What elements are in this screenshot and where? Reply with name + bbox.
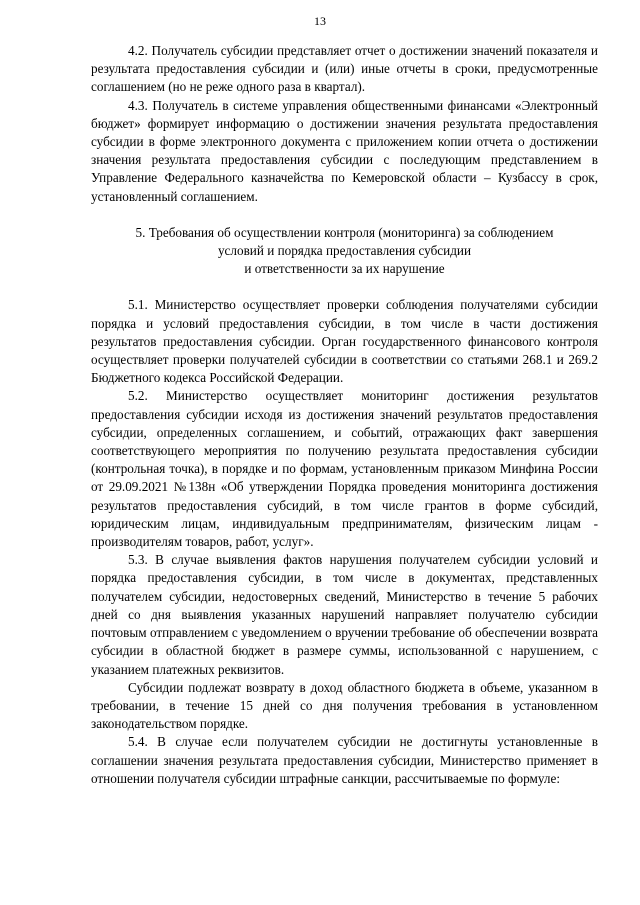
section-title-line-3: и ответственности за их нарушение <box>244 261 445 277</box>
paragraph-4-3: 4.3. Получатель в системе управления общественными финансами «Электронный бюджет» формирует информацию о достижении значения результата предоставления субсидии в форме электронного документа с приложением копии отчета о достижении значения результата предоставления субсидии с последующим представлением в Управление Федерального казначейства по Кемеровской области – Кузбассу в срок, установленный соглашением. <box>91 97 598 204</box>
paragraph-5-2: 5.2. Министерство осуществляет мониторинг достижения результатов предоставления субсидии исходя из достижения значений результатов предоставления субсидии, определенных соглашением, и событий, отражающих факт завершения соответствующего мероприятия по получению результата предоставления субсидии (контрольная точка), в порядке и по формам, установленным приказом Минфина России от 29.09.2021 №138н «Об утверждении Порядка проведения мониторинга достижения результатов предоставления субсидий, в том числе грантов в форме субсидий, юридическим лицам, индивидуальным предпринимателям, физическим лицам - производителям товаров, работ, услуг». <box>91 388 598 550</box>
paragraph-4-2: 4.2. Получатель субсидии представляет отчет о достижении значений показателя и результата предоставления субсидии и (или) иные отчеты в сроки, предусмотренные соглашением (но не реже одного раза в квартал). <box>91 43 598 95</box>
paragraph-5-1: 5.1. Министерство осуществляет проверки соблюдения получателями субсидии порядка и условий предоставления субсидии, в том числе в части достижения результатов предоставления субсидии. Орган государственного финансового контроля осуществляет проверки получателей субсидии в соответствии со статьями 268.1 и 269.2 Бюджетного кодекса Российской Федерации. <box>91 297 598 386</box>
paragraph-5-4: 5.4. В случае если получателем субсидии не достигнуты установленные в соглашении значения результата предоставления субсидии, Министерство применяет в отношении получателя субсидии штрафные санкции, рассчитываемые по формуле: <box>91 734 598 786</box>
page-number: 13 <box>314 14 326 28</box>
section-5-title <box>91 224 598 279</box>
section-title-line-1: 5. Требования об осуществлении контроля (мониторинга) за соблюдением <box>135 224 554 240</box>
paragraph-refund: Субсидии подлежат возврату в доход областного бюджета в объеме, указанном в требовании, в течение 15 дней со дня получения требования в установленном законодательством порядке. <box>91 679 598 732</box>
paragraph-5-3: 5.3. В случае выявления фактов нарушения получателем субсидии условий и порядка предоставления субсидии, в том числе в документах, представленных получателем субсидии, недостоверных сведений, Министерство в течение 5 рабочих дней со дня выявления указанных нарушений направляет получателю субсидии почтовым отправлением с уведомлением о вручении требование об обеспечении возврата субсидии в областной бюджет в размере суммы, использованной с нарушением, с указанием платежных реквизитов. <box>91 552 598 677</box>
section-title-line-2: условий и порядка предоставления субсидии <box>217 243 472 259</box>
page-content <box>91 42 598 788</box>
